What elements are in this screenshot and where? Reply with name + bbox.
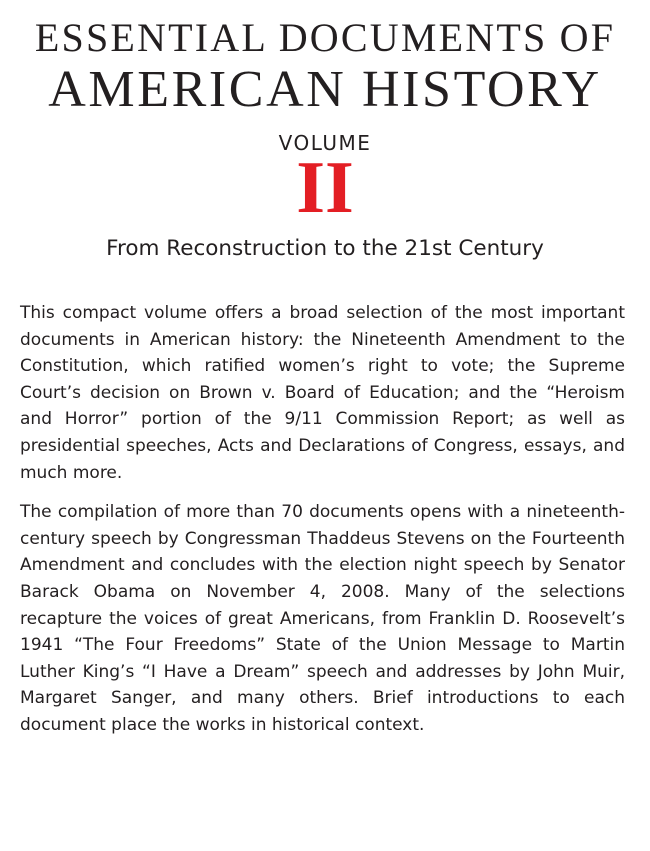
subtitle: From Reconstruction to the 21st Century: [106, 236, 544, 261]
description-body: [20, 300, 625, 739]
title-line-2: AMERICAN HISTORY: [48, 61, 602, 118]
volume-number: II: [296, 147, 354, 229]
description-paragraph-2: The compilation of more than 70 documents opens with a nineteenth-century speech by Congressman Thaddeus Stevens on the Fourteenth Amendment and concludes with the election night speech by Senator Barack Obama on November 4, 2008. Many of the selections recapture the voices of great Americans, from Franklin D. Roosevelt’s 1941 “The Four Freedoms” State of the Union Message to Martin Luther King’s “I Have a Dream” speech and addresses by John Muir, Margaret Sanger, and many others. Brief introductions to each document place the works in historical context.: [20, 502, 625, 735]
title-line-1: ESSENTIAL DOCUMENTS OF: [34, 15, 616, 60]
volume-label: VOLUME: [278, 131, 372, 155]
description-paragraph-1: This compact volume offers a broad selection of the most important documents in American history: the Nineteenth Amendment to the Constitution, which ratified women’s right to vote; the Supreme Court’s decision on Brown v. Board of Education; and the “Heroism and Horror” portion of the 9/11 Commission Report; as well as presidential speeches, Acts and Declarations of Congress, essays, and much more.: [20, 303, 625, 483]
